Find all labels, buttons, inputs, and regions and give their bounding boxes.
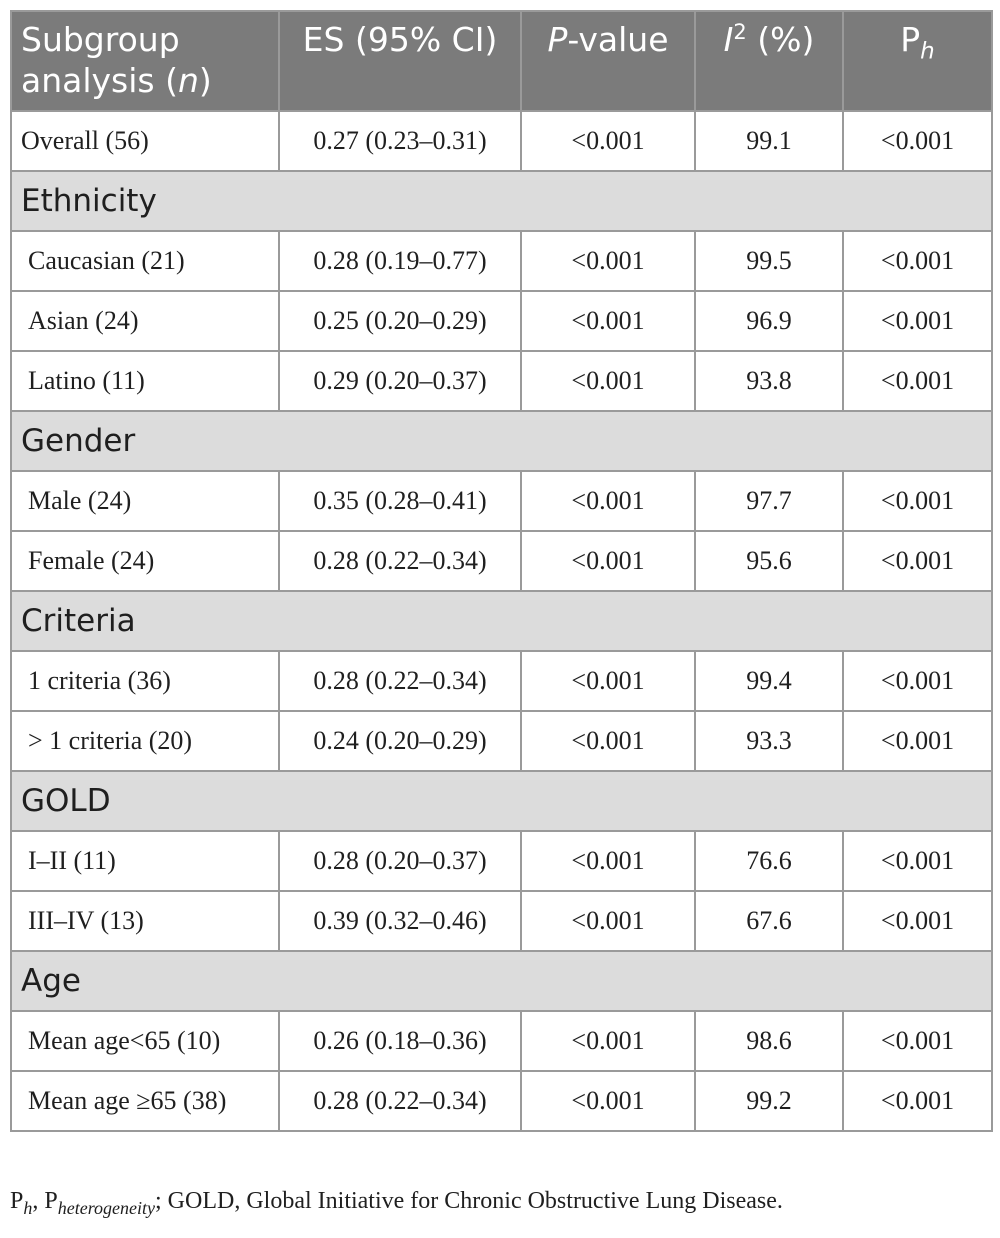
group-header-row <box>11 411 992 471</box>
table-row <box>11 711 992 771</box>
i-squared-cell: 76.6 <box>695 831 843 891</box>
p-heterogeneity-cell: <0.001 <box>843 531 992 591</box>
header-es-ci: ES (95% CI) <box>279 11 521 111</box>
i-squared-cell: 93.3 <box>695 711 843 771</box>
es-ci-cell: 0.28 (0.20–0.37) <box>279 831 521 891</box>
table-body <box>11 111 992 1131</box>
p-heterogeneity-cell: <0.001 <box>843 471 992 531</box>
es-ci-cell: 0.28 (0.19–0.77) <box>279 231 521 291</box>
i-squared-cell: 99.5 <box>695 231 843 291</box>
p-heterogeneity-cell: <0.001 <box>843 231 992 291</box>
p-value-cell: <0.001 <box>521 351 695 411</box>
i-squared-cell: 99.2 <box>695 1071 843 1131</box>
group-header-row <box>11 951 992 1011</box>
table-row <box>11 891 992 951</box>
table-row <box>11 291 992 351</box>
table-header-row <box>11 11 992 111</box>
group-label: Gender <box>11 411 992 471</box>
es-ci-cell: 0.35 (0.28–0.41) <box>279 471 521 531</box>
es-ci-cell: 0.24 (0.20–0.29) <box>279 711 521 771</box>
es-ci-cell: 0.28 (0.22–0.34) <box>279 651 521 711</box>
table-row <box>11 471 992 531</box>
es-ci-cell: 0.39 (0.32–0.46) <box>279 891 521 951</box>
subgroup-cell: > 1 criteria (20) <box>11 711 279 771</box>
p-value-cell: <0.001 <box>521 1011 695 1071</box>
subgroup-cell: Mean age ≥65 (38) <box>11 1071 279 1131</box>
es-ci-cell: 0.29 (0.20–0.37) <box>279 351 521 411</box>
group-label: Ethnicity <box>11 171 992 231</box>
p-heterogeneity-cell: <0.001 <box>843 831 992 891</box>
p-heterogeneity-cell: <0.001 <box>843 651 992 711</box>
p-heterogeneity-cell: <0.001 <box>843 1011 992 1071</box>
p-value-cell: <0.001 <box>521 531 695 591</box>
p-heterogeneity-cell: <0.001 <box>843 351 992 411</box>
table-row <box>11 1011 992 1071</box>
subgroup-cell: 1 criteria (36) <box>11 651 279 711</box>
p-value-cell: <0.001 <box>521 711 695 771</box>
group-label: GOLD <box>11 771 992 831</box>
table-row <box>11 531 992 591</box>
table-row <box>11 651 992 711</box>
subgroup-cell: Male (24) <box>11 471 279 531</box>
group-label: Age <box>11 951 992 1011</box>
table-row <box>11 831 992 891</box>
table-row <box>11 1071 992 1131</box>
p-value-cell: <0.001 <box>521 831 695 891</box>
p-value-cell: <0.001 <box>521 651 695 711</box>
p-value-cell: <0.001 <box>521 891 695 951</box>
p-heterogeneity-cell: <0.001 <box>843 111 992 171</box>
p-value-cell: <0.001 <box>521 291 695 351</box>
p-heterogeneity-cell: <0.001 <box>843 1071 992 1131</box>
i-squared-cell: 93.8 <box>695 351 843 411</box>
subgroup-cell: III–IV (13) <box>11 891 279 951</box>
i-squared-cell: 97.7 <box>695 471 843 531</box>
subgroup-cell: Female (24) <box>11 531 279 591</box>
subgroup-cell: Caucasian (21) <box>11 231 279 291</box>
group-header-row <box>11 591 992 651</box>
table-row <box>11 231 992 291</box>
p-value-cell: <0.001 <box>521 471 695 531</box>
p-value-cell: <0.001 <box>521 1071 695 1131</box>
i-squared-cell: 99.1 <box>695 111 843 171</box>
header-p-heterogeneity: $P_h$ <box>843 11 992 111</box>
group-header-row <box>11 171 992 231</box>
p-heterogeneity-cell: <0.001 <box>843 711 992 771</box>
p-value-cell: <0.001 <box>521 111 695 171</box>
p-value-cell: <0.001 <box>521 231 695 291</box>
subgroup-cell: Mean age<65 (10) <box>11 1011 279 1071</box>
es-ci-cell: 0.26 (0.18–0.36) <box>279 1011 521 1071</box>
subgroup-cell: Asian (24) <box>11 291 279 351</box>
header-i-squared: $I^2$ (%) <box>695 11 843 111</box>
subgroup-analysis-table <box>10 10 993 1132</box>
p-heterogeneity-cell: <0.001 <box>843 891 992 951</box>
p-heterogeneity-cell: <0.001 <box>843 291 992 351</box>
header-p-value: P-value <box>521 11 695 111</box>
table-footnote: $P_h$, $P_{heterogeneity}$; GOLD, Global Initiative for Chronic Obstructive Lung Disease. <box>10 1188 783 1218</box>
table-row <box>11 351 992 411</box>
group-label: Criteria <box>11 591 992 651</box>
i-squared-cell: 96.9 <box>695 291 843 351</box>
i-squared-cell: 98.6 <box>695 1011 843 1071</box>
subgroup-cell: I–II (11) <box>11 831 279 891</box>
group-header-row <box>11 771 992 831</box>
i-squared-cell: 99.4 <box>695 651 843 711</box>
i-squared-cell: 95.6 <box>695 531 843 591</box>
header-subgroup-analysis: Subgroup analysis (n) <box>11 11 279 111</box>
i-squared-cell: 67.6 <box>695 891 843 951</box>
es-ci-cell: 0.28 (0.22–0.34) <box>279 1071 521 1131</box>
es-ci-cell: 0.28 (0.22–0.34) <box>279 531 521 591</box>
es-ci-cell: 0.27 (0.23–0.31) <box>279 111 521 171</box>
subgroup-cell: Overall (56) <box>11 111 279 171</box>
subgroup-cell: Latino (11) <box>11 351 279 411</box>
table-row <box>11 111 992 171</box>
es-ci-cell: 0.25 (0.20–0.29) <box>279 291 521 351</box>
